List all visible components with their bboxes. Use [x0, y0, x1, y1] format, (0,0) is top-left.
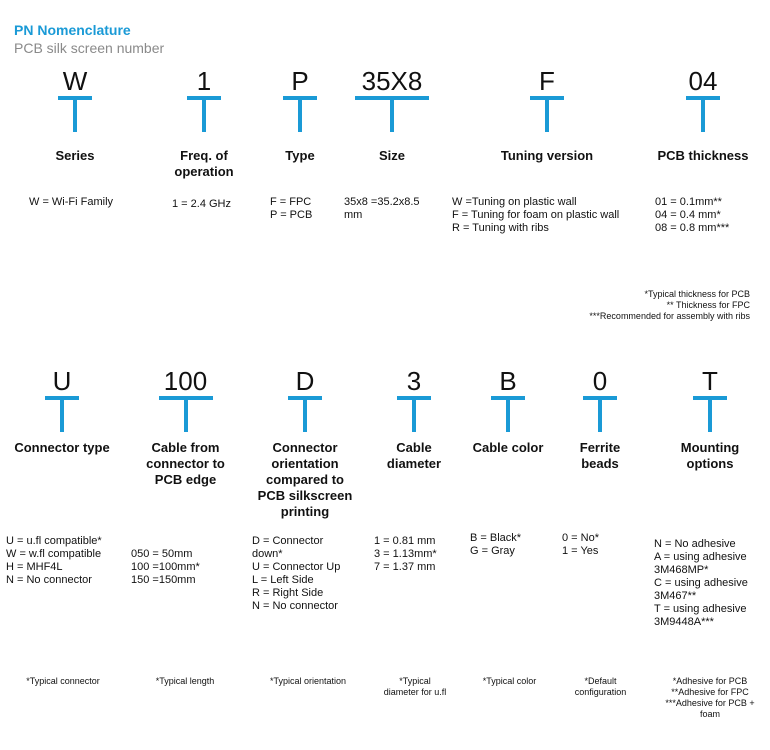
pn-code: 1	[196, 66, 212, 96]
pn-code: U	[52, 366, 72, 396]
tee-marker	[187, 96, 221, 132]
pn-field-connector-type	[12, 366, 112, 456]
page-title: PN Nomenclature	[14, 22, 131, 38]
pn-code: F	[539, 66, 555, 96]
pn-code: 100	[163, 366, 208, 396]
pn-code: 3	[406, 366, 422, 396]
field-desc: 1 = 0.81 mm 3 = 1.13mm* 7 = 1.37 mm	[374, 535, 437, 573]
pn-code: 0	[592, 366, 608, 396]
tee-marker	[530, 96, 564, 132]
field-footnote: *Typical color	[482, 676, 537, 686]
pn-field-cable-diameter	[374, 366, 454, 472]
field-footnote: *Typical diameter for u.fl	[383, 676, 447, 697]
tee-marker	[491, 396, 525, 432]
tee-marker	[693, 396, 727, 432]
field-desc: 0 = No* 1 = Yes	[562, 532, 599, 557]
field-heading: Connector type	[14, 440, 110, 455]
pn-code: B	[499, 366, 517, 396]
pn-field-type	[260, 66, 340, 164]
field-desc: N = No adhesive A = using adhesive 3M468MP* C = using adhesive 3M467** T = using adhesive 3M9448A***	[654, 538, 748, 628]
field-heading: Cable from connector to PCB edge	[146, 440, 225, 487]
field-desc: D = Connector down* U = Connector Up L = Left Side R = Right Side N = No connector	[252, 535, 341, 612]
pn-field-cable-length	[138, 366, 233, 488]
tee-marker	[583, 396, 617, 432]
field-desc: 050 = 50mm 100 =100mm* 150 =150mm	[131, 548, 200, 586]
pn-code: D	[295, 366, 315, 396]
field-heading: Connector orientation compared to PCB silkscreen printing	[257, 440, 353, 519]
tee-marker	[686, 96, 720, 132]
field-desc: W =Tuning on plastic wall F = Tuning for foam on plastic wall R = Tuning with ribs	[452, 196, 620, 234]
pn-code: P	[291, 66, 309, 96]
field-footnote: *Typical length	[155, 676, 215, 686]
pn-field-thickness	[648, 66, 758, 164]
field-heading: Cable color	[472, 440, 544, 455]
tee-marker	[397, 396, 431, 432]
tee-marker	[283, 96, 317, 132]
pn-field-ferrite-beads	[560, 366, 640, 472]
tee-marker	[355, 96, 429, 132]
field-desc: 01 = 0.1mm** 04 = 0.4 mm* 08 = 0.8 mm***	[655, 196, 730, 234]
tee-marker	[58, 96, 92, 132]
field-desc: F = FPC P = PCB	[270, 196, 313, 221]
pcb-thickness-notes: *Typical thickness for PCB ** Thickness for FPC ***Recommended for assembly with ribs	[589, 289, 750, 321]
pn-field-mounting-options	[670, 366, 750, 472]
field-heading: Size	[378, 148, 405, 163]
tee-marker	[45, 396, 79, 432]
pn-code: W	[62, 66, 88, 96]
pn-field-cable-color	[468, 366, 548, 456]
field-footnote: *Default configuration	[574, 676, 627, 697]
pn-code: 35X8	[361, 66, 423, 96]
pn-field-freq	[164, 66, 244, 180]
field-desc: B = Black* G = Gray	[470, 532, 522, 557]
pn-code: 04	[688, 66, 718, 96]
field-footnote: *Typical connector	[26, 676, 100, 686]
field-footnote: *Typical orientation	[269, 676, 347, 686]
field-heading: Type	[285, 148, 315, 163]
pn-field-connector-orientation	[250, 366, 360, 520]
tee-marker	[288, 396, 322, 432]
field-desc: 1 = 2.4 GHz	[172, 198, 232, 210]
field-heading: Cable diameter	[386, 440, 442, 471]
field-desc: W = Wi-Fi Family	[29, 196, 114, 208]
pn-field-tuning	[487, 66, 607, 164]
field-heading: Series	[55, 148, 95, 163]
field-heading: Mounting options	[680, 440, 740, 471]
pn-field-size	[352, 66, 432, 164]
field-heading: PCB thickness	[657, 148, 749, 163]
field-heading: Freq. of operation	[174, 148, 234, 179]
field-heading: Ferrite beads	[579, 440, 621, 471]
field-heading: Tuning version	[500, 148, 594, 163]
field-footnote: *Adhesive for PCB **Adhesive for FPC ***Adhesive for PCB + foam	[665, 676, 755, 719]
pn-field-series	[35, 66, 115, 164]
field-desc: U = u.fl compatible* W = w.fl compatible H = MHF4L N = No connector	[6, 535, 102, 586]
tee-marker	[159, 396, 213, 432]
field-desc: 35x8 =35.2x8.5 mm	[344, 196, 420, 221]
pn-code: T	[702, 366, 718, 396]
page-subtitle: PCB silk screen number	[14, 40, 165, 56]
